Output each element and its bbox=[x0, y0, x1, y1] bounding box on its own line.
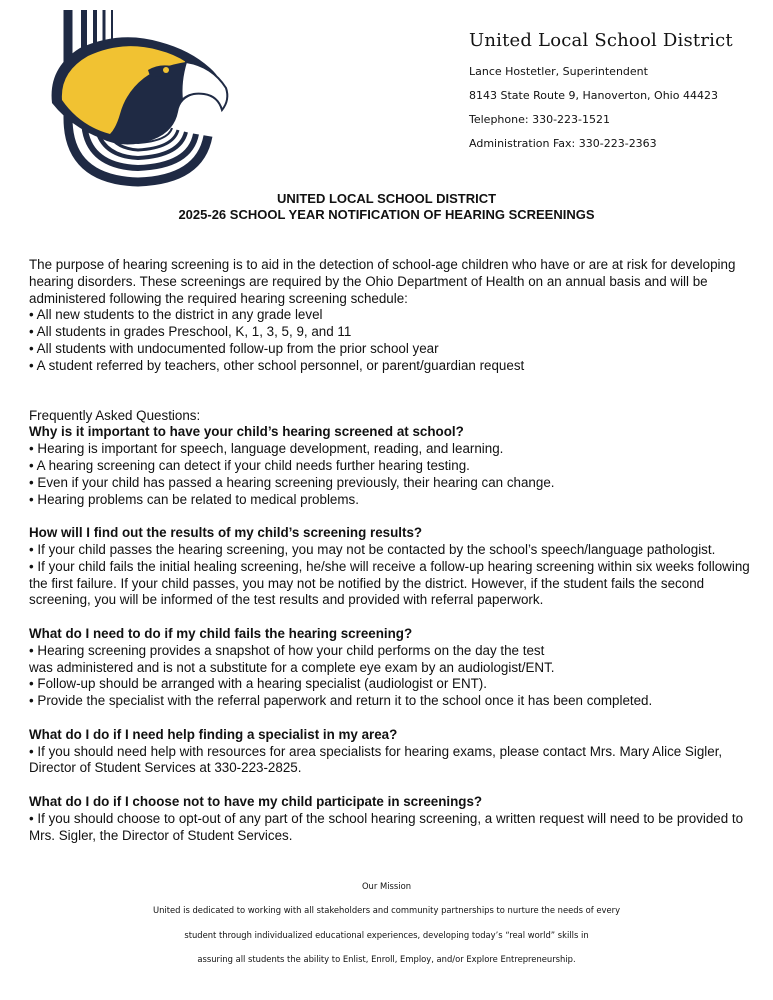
fax: Administration Fax: 330-223-2363 bbox=[469, 137, 657, 150]
mission-line: United is dedicated to working with all stakeholders and community partnerships to nurture the needs of every bbox=[152, 905, 621, 916]
district-name: United Local School District bbox=[469, 30, 733, 51]
intro-bullet: • A student referred by teachers, other school personnel, or parent/guardian request bbox=[29, 357, 525, 373]
intro-bullet: • All new students to the district in any grade level bbox=[29, 307, 323, 323]
address: 8143 State Route 9, Hanoverton, Ohio 44423 bbox=[469, 89, 718, 102]
eagle-u-logo-icon bbox=[40, 8, 240, 188]
intro-bullet: • All students with undocumented follow-up from the prior school year bbox=[29, 340, 439, 356]
title-line-2: 2025-26 SCHOOL YEAR NOTIFICATION OF HEARING SCREENINGS bbox=[178, 207, 595, 222]
faq-answer-line: • A hearing screening can detect if your child needs further hearing testing. bbox=[29, 457, 470, 473]
mission-heading: Our Mission bbox=[361, 881, 412, 891]
mission-footer bbox=[0, 881, 773, 978]
title-line-1: UNITED LOCAL SCHOOL DISTRICT bbox=[276, 191, 497, 206]
intro-bullet: • All students in grades Preschool, K, 1, 3, 5, 9, and 11 bbox=[29, 324, 352, 340]
faq-answer-line: • If you should choose to opt-out of any part of the school hearing screening, a written request will need to be provided to Mrs. Sigler, the Director of Student Services. bbox=[29, 810, 744, 843]
letterhead bbox=[469, 30, 769, 161]
faq-heading: Frequently Asked Questions: bbox=[29, 407, 201, 423]
faq-answer-line: • If your child passes the hearing screening, you may not be contacted by the school’s speech/language pathologist. bbox=[29, 541, 716, 557]
mission-line: student through individualized educational experiences, developing today’s “real world” skills in bbox=[184, 929, 589, 940]
faq-answer-line: • Hearing is important for speech, language development, reading, and learning. bbox=[29, 441, 504, 457]
district-logo bbox=[40, 8, 240, 188]
faq-question: What do I need to do if my child fails the hearing screening? bbox=[29, 625, 413, 641]
faq-answer-line: • If your child fails the initial healing screening, he/she will receive a follow-up hearing screening within six weeks following the first failure. If your child passes, you may not be notified by the district. However, if the student fails the second screening, you will be informed of the test results and provided with referral paperwork. bbox=[29, 558, 750, 608]
faq-question: What do I do if I choose not to have my child participate in screenings? bbox=[29, 793, 483, 809]
mission-line: assuring all students the ability to Enlist, Enroll, Employ, and/or Explore Entrepreneurship. bbox=[197, 953, 576, 964]
faq-answer-line: • Hearing problems can be related to medical problems. bbox=[29, 491, 359, 507]
document-title bbox=[0, 191, 773, 223]
faq-question: How will I find out the results of my child’s screening results? bbox=[29, 525, 423, 541]
faq-answer-line: was administered and is not a substitute for a complete eye exam by an audiologist/ENT. bbox=[29, 659, 555, 675]
faq-question: Why is it important to have your child’s hearing screened at school? bbox=[29, 424, 464, 440]
faq-answer-line: • Provide the specialist with the referral paperwork and return it to the school once it has been completed. bbox=[29, 693, 653, 709]
intro-paragraph: The purpose of hearing screening is to aid in the detection of school-age children who have or are at risk for developing hearing disorders. These screenings are required by the Ohio Department of Health on an annual basis and will be administered following the required hearing screening schedule: bbox=[29, 257, 736, 306]
faq-answer-line: • Even if your child has passed a hearing screening previously, their hearing can change. bbox=[29, 474, 555, 490]
faq-answer-line: • If you should need help with resources for area specialists for hearing exams, please contact Mrs. Mary Alice Sigler, Director of Student Services at 330-223-2825. bbox=[29, 743, 723, 776]
telephone: Telephone: 330-223-1521 bbox=[469, 113, 610, 126]
faq-question: What do I do if I need help finding a specialist in my area? bbox=[29, 726, 398, 742]
superintendent: Lance Hostetler, Superintendent bbox=[469, 65, 648, 78]
document-body bbox=[29, 257, 759, 844]
faq-answer-line: • Hearing screening provides a snapshot of how your child performs on the day the test bbox=[29, 642, 545, 658]
faq-answer-line: • Follow-up should be arranged with a hearing specialist (audiologist or ENT). bbox=[29, 676, 487, 692]
